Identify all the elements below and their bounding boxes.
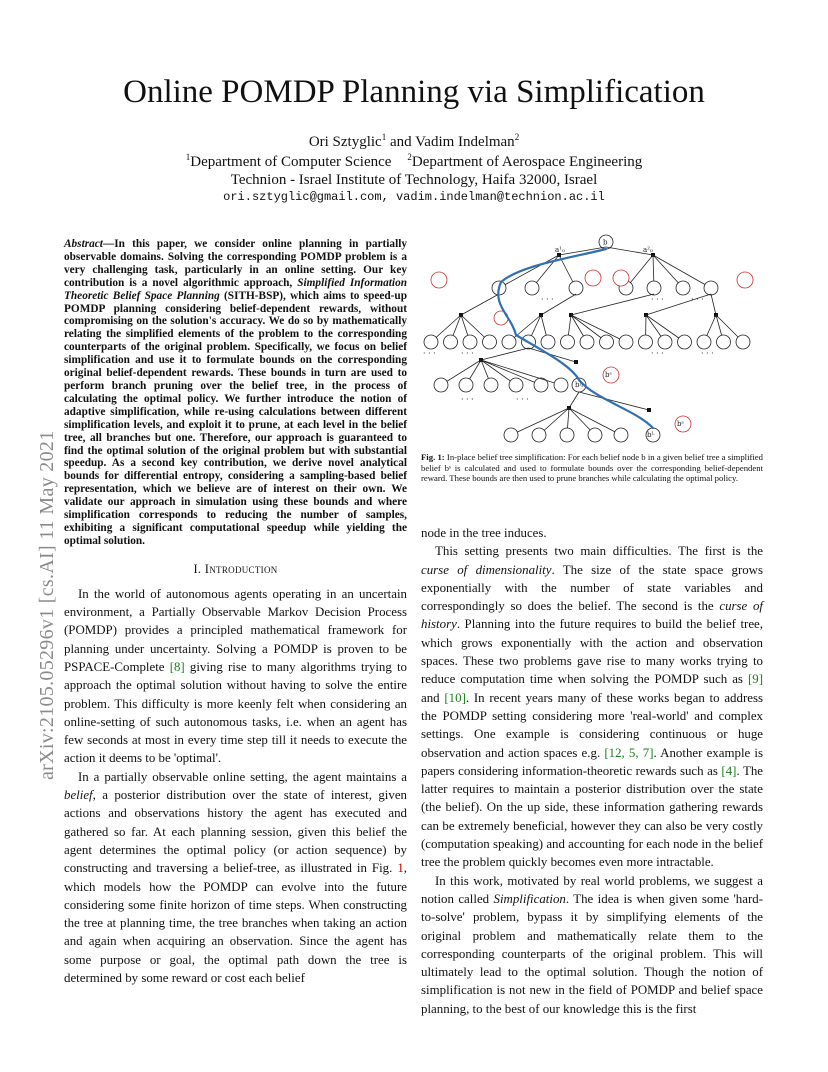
abstract-text-a: —In this paper, we consider online planning in partially observable domains. Solving the corresponding POMDP problem is a very challenging task, particularly in an online setting. Our key contribution is a novel algorithmic approach, xyxy=(64,238,407,289)
belief-node xyxy=(459,378,473,392)
ellipsis-dots: · · · xyxy=(651,295,664,304)
right-p1-italic-1: curse of dimensionality xyxy=(421,562,552,577)
belief-node xyxy=(424,335,438,349)
right-p2-a: In this work, motivated by real world problems, we suggest a notion called xyxy=(421,873,763,906)
citation-link[interactable]: [4] xyxy=(721,763,737,778)
abstract xyxy=(64,238,407,548)
action-label-1: a¹₀ xyxy=(555,246,565,254)
arxiv-identifier: arXiv:2105.05296v1 [cs.AI] 11 May 2021 xyxy=(36,430,58,780)
abstract-text-c: (SITH-BSP), which aims to speed-up POMDP planning considering belief-dependent rewards, without compromising on the solution's accuracy. We do so by mathematically relating the simplified elements of the problem to the corresponding counterparts of the original problem. Specifically, we focus on belief simplification and use it to formulate bounds on the corresponding original belief-dependent rewards. These bounds in turn are used to perform branch pruning over the belief tree, in the process of calculating the optimal policy. We further introduce the notion of adaptive simplification, while re-using calculations between different simplification levels, and exploit it to prune, at each level in the belief tree, all branches but one. Therefore, our approach is guaranteed to find the optimal solution of the original problem but with substantial speedup. As a second key contribution, we derive novel analytical bounds for differential entropy, considering a sampling-based belief representation, which we believe are of interest on their own. We validate our approach in simulation using these bounds and where simplification corresponds to reducing the number of samples, exhibiting a significant computational speedup while yielding the optimal solution. xyxy=(64,289,407,547)
section-number: I. xyxy=(193,561,202,576)
citation-link[interactable]: [8] xyxy=(169,659,185,674)
right-p1-c: . Planning into the future requires to build the belief tree, which grows exponentially with the action and observation spaces. These two problems gave rise to many works trying to reduce computation time when solving the POMDP such as xyxy=(421,617,763,687)
belief-node xyxy=(560,428,574,442)
pruned-node xyxy=(585,270,601,286)
intro-paragraph-1 xyxy=(64,585,407,768)
abstract-method-name: Simplified Information Theoretic Belief Space Planning xyxy=(64,276,408,302)
paper-title: Online POMDP Planning via Simplification xyxy=(123,74,705,110)
belief-node xyxy=(541,335,555,349)
tree-edge xyxy=(481,348,529,360)
author-2-mark: 2 xyxy=(514,132,520,142)
belief-node xyxy=(444,335,458,349)
belief-node xyxy=(502,335,516,349)
citation-link[interactable]: [10] xyxy=(444,690,466,705)
affil-2-mark: 2 xyxy=(407,152,412,162)
caption-text: In-place belief tree simplification: For each belief node b in a given belief tree a simplified belief bˢ is calculated and used to formulate bounds over the corresponding belief-dependent reward. These bounds are then used to prune branches while calculating the optimal policy. xyxy=(421,452,763,484)
right-paragraph-2 xyxy=(421,872,763,1018)
belief-node xyxy=(554,378,568,392)
belief-node xyxy=(678,335,692,349)
author-2: Vadim Indelman xyxy=(415,134,515,150)
tree-edge xyxy=(529,348,577,362)
tree-edge xyxy=(571,294,654,315)
authors xyxy=(0,132,828,151)
right-p1-a: This setting presents two main difficulties. The first is the xyxy=(435,544,763,559)
affil-1-mark: 1 xyxy=(185,152,191,162)
author-and: and xyxy=(389,134,412,150)
belief-node xyxy=(569,281,583,295)
belief-node xyxy=(561,335,575,349)
belief-tree-figure xyxy=(421,230,764,448)
affiliations xyxy=(0,152,828,171)
belief-node xyxy=(532,428,546,442)
belief-node xyxy=(525,281,539,295)
pruned-node xyxy=(737,272,753,288)
belief-tree-diagram xyxy=(421,230,764,448)
intro-paragraph-2 xyxy=(64,768,407,988)
figure-caption xyxy=(421,452,763,484)
intro-p2-text-c: , which models how the POMDP can evolve into the future considering some finite horizon of time steps. When constructing the tree at planning time, the tree branches when taking an action and again when acquiring an observation. Since the agent has some purpose or goal, the optimal path down the tree is determined by some reward or cost each belief xyxy=(64,861,407,985)
belief-node xyxy=(509,378,523,392)
ellipsis-dots: · · · xyxy=(701,349,714,358)
right-paragraph-0: node in the tree induces. xyxy=(421,526,547,540)
belief-node xyxy=(600,335,614,349)
right-column xyxy=(421,524,763,1018)
right-p1-d: and xyxy=(421,690,445,705)
action-label-2: a²₀ xyxy=(643,246,653,254)
intro-p1-text-b: giving rise to many algorithms trying to approach the optimal solution without having to solve the entire problem. This difficulty is more keenly felt when considering an online-setting of such autonomous tasks, i.e. when an agent has few seconds at most in every time step till it needs to execute the action it deems to be 'optimal'. xyxy=(64,659,407,766)
ellipsis-dots: · · · xyxy=(541,295,554,304)
section-title: Introduction xyxy=(204,561,278,576)
tree-edge xyxy=(579,392,649,410)
intro-p2-text-b: , a posterior distribution over the state of interest, given actions and observations history the agent has executed and gathered so far. At each planning session, given this belief the agent determines the optimal policy (or action sequence) by constructing and traversing a belief-tree, as illustrated in Fig. xyxy=(64,788,407,876)
right-p2-italic: Simplification xyxy=(493,891,566,906)
author-emails: ori.sztyglic@gmail.com, vadim.indelman@technion.ac.il xyxy=(223,190,605,204)
belief-node xyxy=(676,281,690,295)
intro-p2-italic: belief xyxy=(64,788,93,803)
affiliation-2: Department of Aerospace Engineering xyxy=(411,154,643,170)
leaf-belief-label: bᴸ xyxy=(647,431,655,439)
right-p1-f: . Another example is papers considering information-theoretic rewards such as xyxy=(421,745,764,778)
right-p1-g: . The latter requires to maintain a posterior distribution over the state (the belief). On the up side, these information gathering rewards can be extremely beneficial, however they can also be very costly (computation speaking) and accounting for each node in the belief tree the problem quickly becomes even more intractable. xyxy=(421,763,764,870)
action-node xyxy=(647,408,651,412)
citation-link[interactable]: [12, 5, 7] xyxy=(604,745,654,760)
ellipsis-dots: · · · xyxy=(516,395,529,404)
belief-node xyxy=(717,335,731,349)
belief-node xyxy=(697,335,711,349)
belief-node xyxy=(484,378,498,392)
ellipsis-dots: · · · xyxy=(691,295,704,304)
right-p1-b: . The size of the state space grows exponentially with the number of state variables and correspondingly so does the belief. The second is the xyxy=(421,562,764,614)
belief-node xyxy=(504,428,518,442)
citation-link[interactable]: [9] xyxy=(747,672,763,687)
section-heading xyxy=(64,562,407,577)
belief-node xyxy=(463,335,477,349)
author-1-mark: 1 xyxy=(381,132,387,142)
belief-node xyxy=(647,281,661,295)
tree-edge xyxy=(461,294,499,315)
belief-node xyxy=(483,335,497,349)
simplified-belief-label-1: bˢ xyxy=(605,371,612,379)
ellipsis-dots: · · · xyxy=(461,395,474,404)
belief-node xyxy=(614,428,628,442)
belief-node xyxy=(619,335,633,349)
action-node xyxy=(574,360,578,364)
belief-node xyxy=(639,335,653,349)
ellipsis-dots: · · · xyxy=(651,349,664,358)
caption-label: Fig. 1: xyxy=(421,452,445,462)
ellipsis-dots: · · · xyxy=(461,349,474,358)
abstract-label: Abstract xyxy=(64,238,103,250)
intro-p2-text-a: In a partially observable online setting, the agent maintains a xyxy=(78,769,407,784)
belief-node xyxy=(736,335,750,349)
simplified-belief-label-2: bˢ xyxy=(677,420,684,428)
institution: Technion - Israel Institute of Technology, Haifa 32000, Israel xyxy=(230,172,598,188)
pruned-node xyxy=(613,270,629,286)
right-paragraph-1 xyxy=(421,542,763,871)
pruned-node xyxy=(431,272,447,288)
affiliation-1: Department of Computer Science xyxy=(190,154,392,170)
ellipsis-dots: · · · xyxy=(423,349,436,358)
tree-edge xyxy=(711,294,716,315)
intro-p1-text-a: In the world of autonomous agents operating in an uncertain environment, a Partially Observable Markov Decision Process (POMDP) provides a principled mathematical framework for planning under uncertainty. Solving a POMDP is proven to be PSPACE-Complete xyxy=(64,586,407,674)
belief-node xyxy=(434,378,448,392)
belief-node xyxy=(704,281,718,295)
belief-node xyxy=(580,335,594,349)
root-belief-label: b xyxy=(603,238,608,247)
mid-belief-label: bʲᵢ xyxy=(575,381,583,389)
belief-node xyxy=(588,428,602,442)
tree-edge xyxy=(569,392,579,408)
belief-node xyxy=(658,335,672,349)
right-p2-b: . The idea is when given some 'hard-to-solve' problem, bypass it by simplifying elements of the original problem and mathematically relate them to the corresponding counterparts of the original problem. This will ultimately lead to the optimal solution. Though the notion of simplification is not new in the field of POMDP and belief space planning, to the best of our knowledge this is the first xyxy=(421,891,763,1016)
author-1: Ori Sztyglic xyxy=(308,134,382,150)
right-p1-italic-2: curse of history xyxy=(421,599,763,632)
left-column xyxy=(64,238,407,987)
figure-ref-link[interactable]: 1 xyxy=(397,861,404,876)
right-p1-e: . In recent years many of these works began to address the POMDP setting considering more 'real-world' and complex settings. One example is considering continuous or huge observation and action spaces e.g. xyxy=(421,690,763,760)
